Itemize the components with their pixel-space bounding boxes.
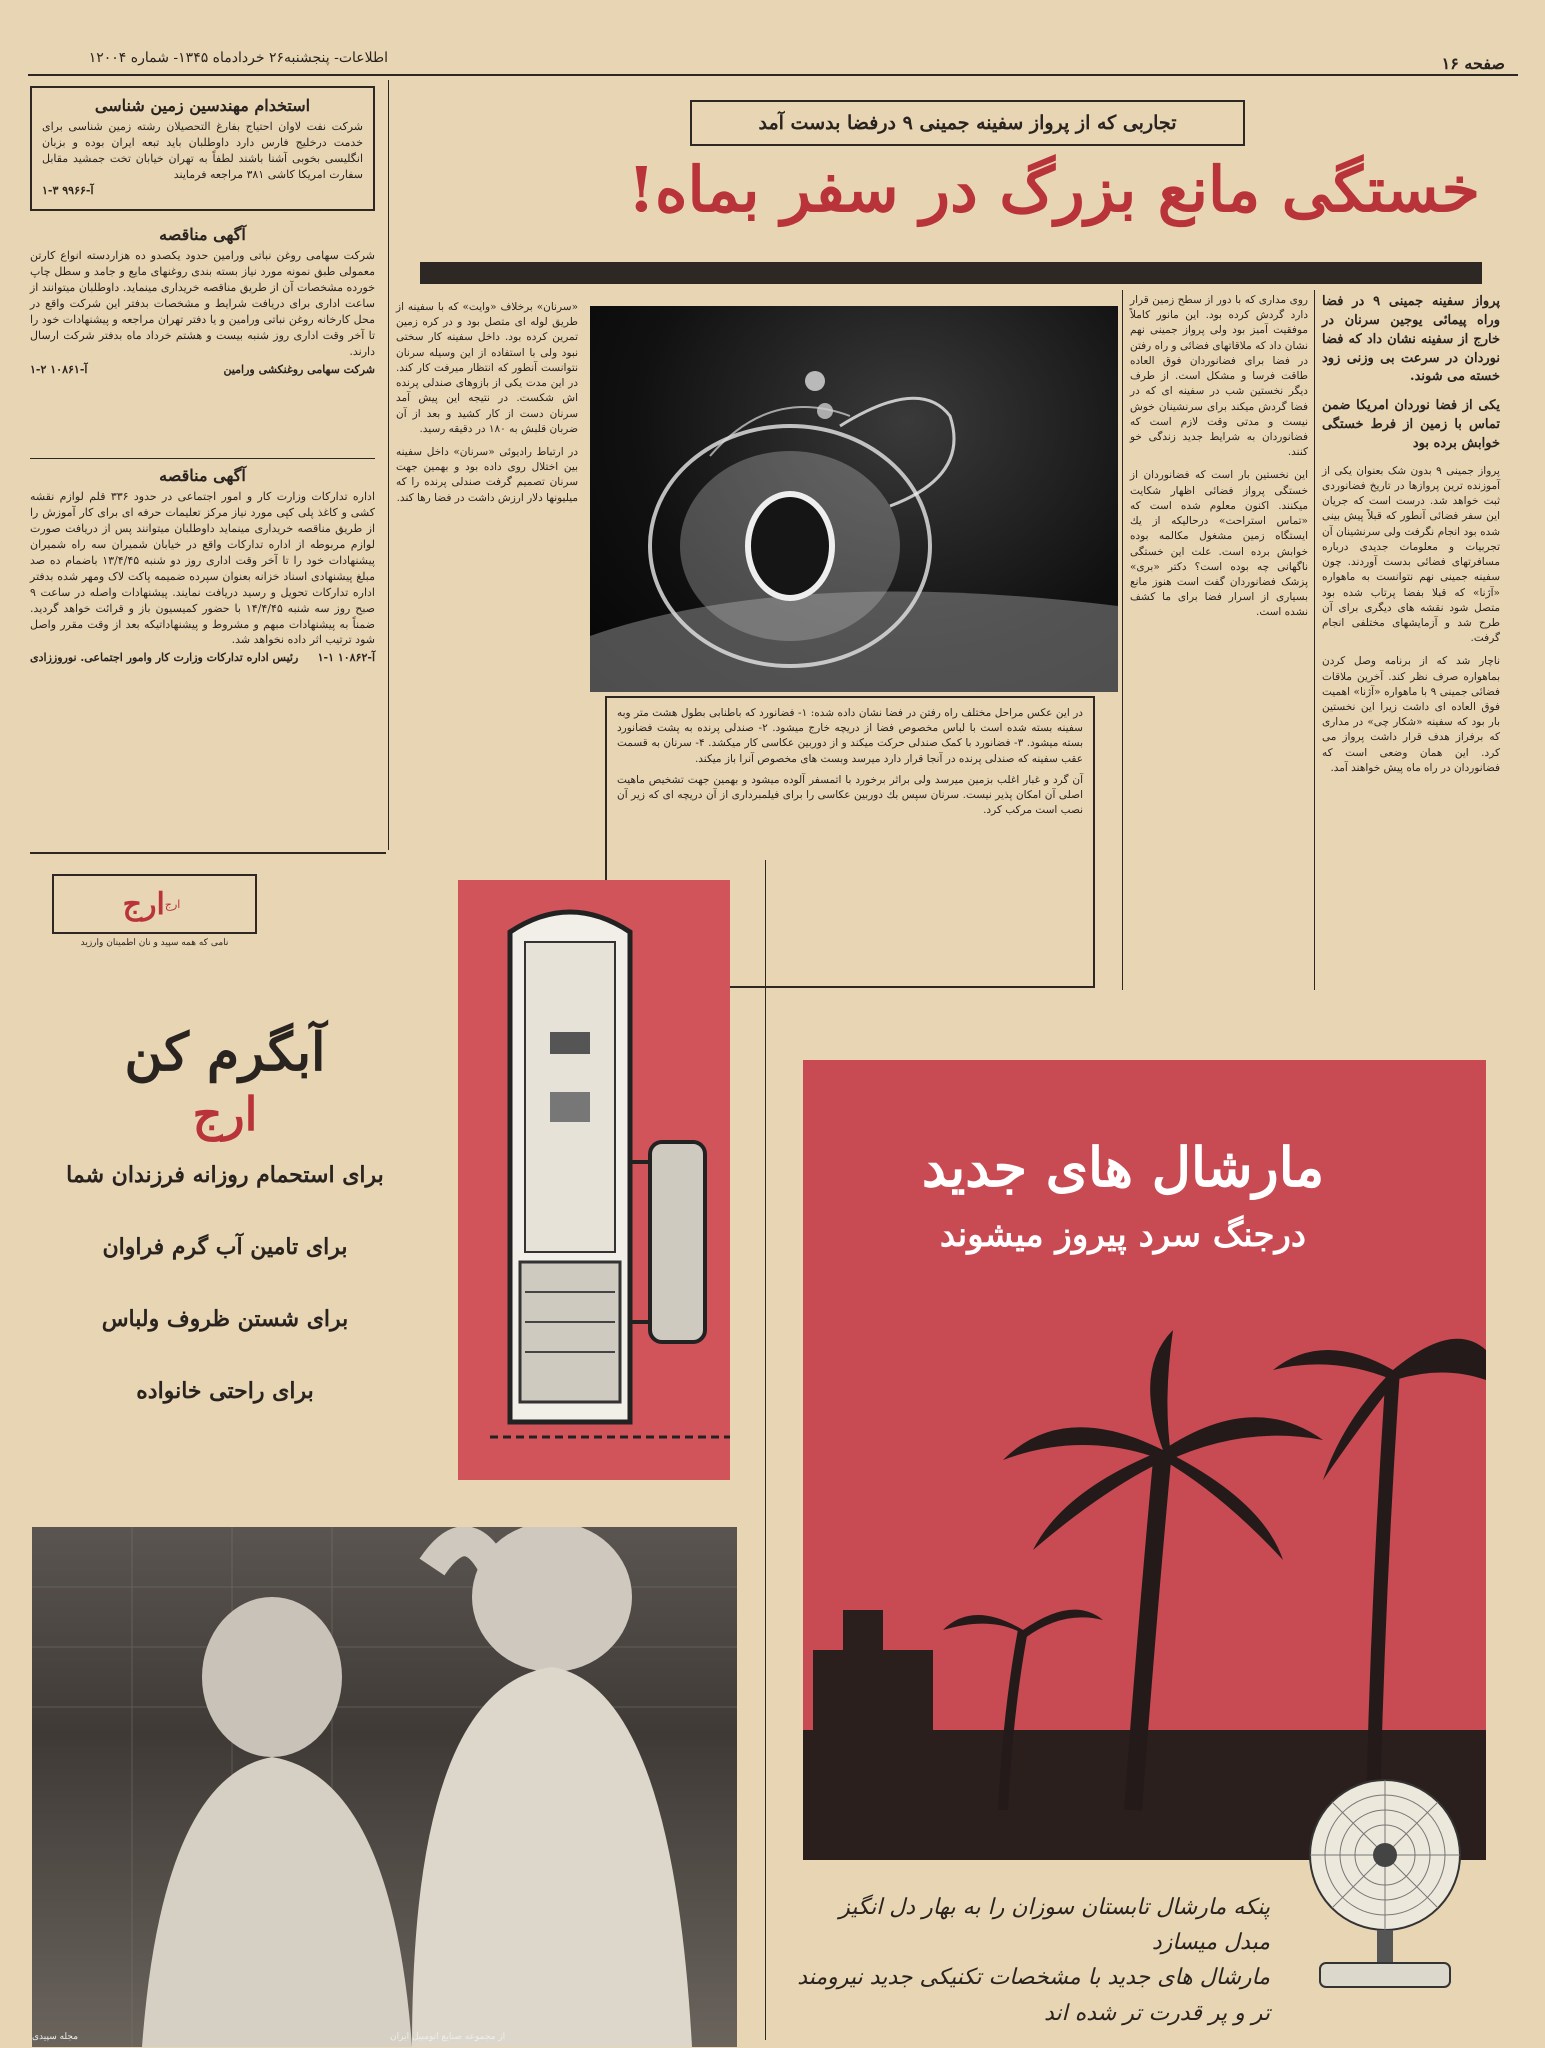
article-col2: روی مداری که با دور از سطح زمین قرار دارد گردش کرده بود. این مانور کاملاً موفقیت آمیز بود ولی پرواز جمینی نهم نشان داد که ملاقاتهای فضائی و راه رفتن در فضا برای فضانوردان فوق العاده طاقت فرسا و مشکل است. از طرف دیگر نخستین شب در سفینه ای که در فضا گردش میکند برای سرنشینان خوش نیست و مدتی وقت لازم است که فضانوردان به شرایط جدید زندگی خو کنند.	[1130, 294, 1308, 459]
article-col3-column	[396, 300, 578, 506]
classified-job-box	[30, 86, 375, 211]
tender-1-ref: آ-۱۰۸۶۱ ۲-۱	[30, 362, 88, 376]
classified-job-ref: آ-۹۹۶۶ ۳-۱	[42, 183, 94, 197]
tender-1-title: آگهی مناقصه	[159, 225, 246, 244]
tender-2-ref: آ-۱۰۸۶۲ ۱-۱	[317, 651, 375, 665]
heater-footer-left: مجله سپیدی	[32, 2032, 79, 2042]
arj-logo-sub: ارج	[164, 897, 181, 911]
electric-fan-illustration	[1275, 1775, 1490, 1995]
article-col3: «سرنان» برخلاف «وایت» که با سفینه از طریق لوله ای متصل بود و در کره زمین تمرین کرده بود. داخل سفینه کار سختی نبود ولی با استفاده از این وسیله سرنان نتوانست آنطور که انتظار میرفت کار کند. در این مدت یکی از بازوهای صندلی پرنده اش شکست. در نتیجه این پیش آمد سرنان دست از کار کشید و بعد از آن ضربان قلبش به ۱۸۰ در دقیقه رسید.	[396, 301, 578, 435]
masthead-rule	[28, 74, 1518, 76]
photo-caption: در این عکس مراحل مختلف راه رفتن در فضا نشان داده شده: ۱- فضانورد که باطنابی بطول هشت متر وبه سفینه بسته شده است با لباس مخصوص فضا از دریچه خارج میشود. ۲- صندلی پرنده به پشت فضانورد بسته میشود. ۳- فضانورد با کمک صندلی حرکت میکند و از دوربین عکاسی کار میکشد. ۴- سرنان به قسمت عقب سفینه که صندلی پرنده در آنجا قرار دارد میرسد وبست های مخصوص آنرا باز میکند.	[617, 707, 1083, 765]
column-rule	[1314, 290, 1315, 990]
tender-2	[30, 466, 375, 666]
heater-footer-right: از مجموعه صنایع اتومبیل ایران	[390, 2032, 506, 2042]
article-col1: پرواز جمینی ۹ بدون شک بعنوان یکی از آموزنده ترین پروازها در تاریخ فضانوردی ثبت خواهد شد. درست است که جریان این سفر فضائی آنطور که قبلاً پیش بینی شده بود انجام نگرفت ولی سرنشینان آن تجربیات و معلومات جدیدی درباره مسافرتهای فضائی بدست آوردند. چون سفینه جمینی نهم نتوانست به ماهواره «آژنا» که قبلا بفضا پرتاب شده بود متصل شود نقشه های دیگری برای آن طرح شد و آزمایشهای مختلفی انجام گرفت.	[1322, 464, 1500, 645]
tender-2-body: اداره تدارکات وزارت کار و امور اجتماعی در حدود ۳۳۶ قلم لوازم نقشه کشی و کاغذ پلی کپی مورد نیاز مرکز تعلیمات حرفه ای برای کار آموزش را از طریق مناقصه خریداری مینماید داوطلبان میتوانند پس از دریافت صورت لوازم مربوطه از اداره تدارکات واقع در خیابان شمیران سه راه شمیران پیشنهادات خود را تا آخر وقت اداری روز دو شنبه ۱۳/۴/۴۵ باضمام ده صد مبلغ پیشنهادی اسناد خزانه بعنوان سپرده ضمیمه پاکت لاک ومهر شده بدفتر اداره تدارکات تحویل و رسید دریافت نمایند. پیشنهادات واصله در ساعت ۹ صبح روز سه شنبه ۱۴/۴/۴۵ با حضور کمیسیون باز و قرائت خواهد گردید. ضمناً به پیشنهادات مبهم و مشروط و پیشنهاداتیکه بعد از وقت مقرر واصل شود ترتیب اثر داده نخواهد شد.	[30, 490, 375, 647]
marshal-ad-red-panel	[803, 1060, 1486, 1860]
article-col2-column	[1130, 293, 1308, 621]
marshal-footer-line-1: پنکه مارشال تابستان سوزان را به بهار دل انگیز مبدل میسازد	[839, 1895, 1270, 1956]
kicker-box	[690, 100, 1245, 146]
children-bath-photo	[32, 1527, 737, 2047]
classified-job-body: شرکت نفت لاوان احتیاج بفارغ التحصیلان رشته زمین شناسی برای خدمت درخلیج فارس دارد داوطلبان باید تبعه ایران بوده و بزبان انگلیسی بخوبی آشنا باشند لطفاً به تهران خیابان تخت جمشید مقابل سفارت امریکا کاشی ۳۸۱ مراجعه فرمایند	[42, 120, 363, 181]
marshal-subline: درجنگ سرد پیروز میشوند	[939, 1215, 1307, 1255]
heater-brand: ارج	[192, 1087, 258, 1141]
classified-job-title: استخدام مهندسین زمین شناسی	[94, 96, 311, 115]
children-illustration	[32, 1527, 737, 2047]
page-number: صفحه ۱۶	[1441, 54, 1505, 73]
heater-product-name: آبگرم کن	[124, 1022, 326, 1083]
tender-1	[30, 225, 375, 378]
heater-ad	[30, 862, 760, 2047]
article-col-mid: این نخستین بار است که فضانوردان از خستگی پرواز فضائی اظهار شکایت میکنند. اکنون معلوم شده است که «تماس استراحت» درحالیکه از یك ایستگاه زمین مشغول مکالمه بوده خوابش برده است. علت این خستگی ناگهانی چه بوده است؟ دکتر «بری» پزشک فضانوردان گفت است هنوز مانع بسیاری از اسرار فضا برای ما کشف نشده است.	[1130, 469, 1308, 619]
heater-line-1: برای استحمام روزانه فرزندان شما	[66, 1162, 384, 1188]
water-heater-illustration	[470, 892, 730, 1462]
article-headline: خستگی مانع بزرگ در سفر بماه!	[627, 153, 1480, 226]
tender-2-title: آگهی مناقصه	[159, 466, 246, 485]
column-rule	[30, 458, 375, 459]
column-rule	[1122, 290, 1123, 990]
tender-1-signature: شرکت سهامی روغنکشی ورامین	[223, 362, 375, 376]
column-rule	[388, 80, 389, 850]
heater-line-4: برای راحتی خانواده	[136, 1378, 314, 1404]
issue-line: اطلاعات- پنجشنبه۲۶ خردادماه ۱۳۴۵- شماره ۱۲۰۰۴	[88, 50, 388, 66]
tender-1-body: شرکت سهامی روغن نباتی ورامین حدود یکصدو ده هزاردسته انواع کارتن معمولی طبق نمونه مورد نیاز بسته بندی روغنهای مایع و جامد و سطل چاپ خورده مشخصات آن از طریق مناقصه خریداری مینماید. داوطلبان میتوانند از ساعت اداری برای دریافت شرایط و مشخصات بدفتر این شرکت واقع در محل کارخانه روغن نباتی ورامین و یا دفتر تهران مراجعه و پیشنهادات خود را تا آخر وقت اداری روز شنبه بیست و هشتم خرداد ماه بدفتر شرکت ارسال دارند.	[30, 249, 375, 358]
article-col3b: در ارتباط رادیوئی «سرنان» داخل سفینه بین اختلال روی داده بود و بهمین جهت سرنان تصمیم گرفت صندلی پرنده را که میلیونها دلار ارزش داشت در فضا رها کند.	[396, 445, 578, 504]
arj-logo	[52, 874, 257, 934]
heater-line-2: برای تامین آب گرم فراوان	[102, 1234, 348, 1260]
spacewalk-photo	[590, 306, 1118, 692]
article-lead: پرواز سفینه جمینی ۹ در فضا وراه پیمائی یوجین سرنان در خارج از سفینه نشان داد که فضا نوردان در سرعت بی وزنی زود خسته می شوند.	[1322, 294, 1500, 385]
section-rule	[30, 852, 386, 854]
marshal-footer	[790, 1890, 1270, 2031]
article-subhead: یکی از فضا نوردان امریکا ضمن تماس با زمین از فرط خستگی خوابش برده بود	[1322, 398, 1500, 451]
marshal-footer-line-2: مارشال های جدید با مشخصات تکنیکی جدید نیرومند تر و پر قدرت تر شده اند	[797, 1965, 1270, 2026]
column-rule	[765, 860, 766, 2040]
article-col-bottom: آن گرد و غبار اغلب بزمین میرسد ولی براثر برخورد با اتمسفر آلوده میشود و بهمین جهت تشخیص ماهیت اصلی آن امکان پذیر نیست. سرنان سپس بك دوربین عكاسی را برای فیلمبرداری از آن دریچه ای که زیر آن نصب است مرکب کرد.	[617, 773, 1083, 817]
spacecraft-illustration	[590, 306, 1118, 692]
heater-line-3: برای شستن ظروف ولباس	[101, 1306, 349, 1332]
arj-tagline: نامی که همه سپید و نان اطمینان وارزید	[80, 938, 229, 948]
article-col-right2: ناچار شد که از برنامه وصل کردن بماهواره صرف نظر کند. آخرین ملاقات فضائی جمینی ۹ با ماهواره «آژنا» اهمیت فوق العاده ای داشت زیرا این نخستین بار بود که سفینه «شکار چی» در مداری که برفراز هدف قرار داشت پرواز می کرد. این همان وضعی است که فضانوردان در راه ماه پیش خواهند آمد.	[1322, 655, 1500, 774]
article-lead-column	[1322, 293, 1500, 776]
article-kicker: تجاربی که از پرواز سفینه جمینی ۹ درفضا بدست آمد	[758, 112, 1177, 134]
arj-logo-text: ارج	[122, 886, 165, 922]
marshal-headline: مارشال های جدید	[921, 1135, 1325, 1199]
headline-bar	[420, 262, 1482, 284]
tender-2-signature: رئیس اداره تدارکات وزارت کار وامور اجتماعی. نوروززادی	[30, 651, 299, 665]
